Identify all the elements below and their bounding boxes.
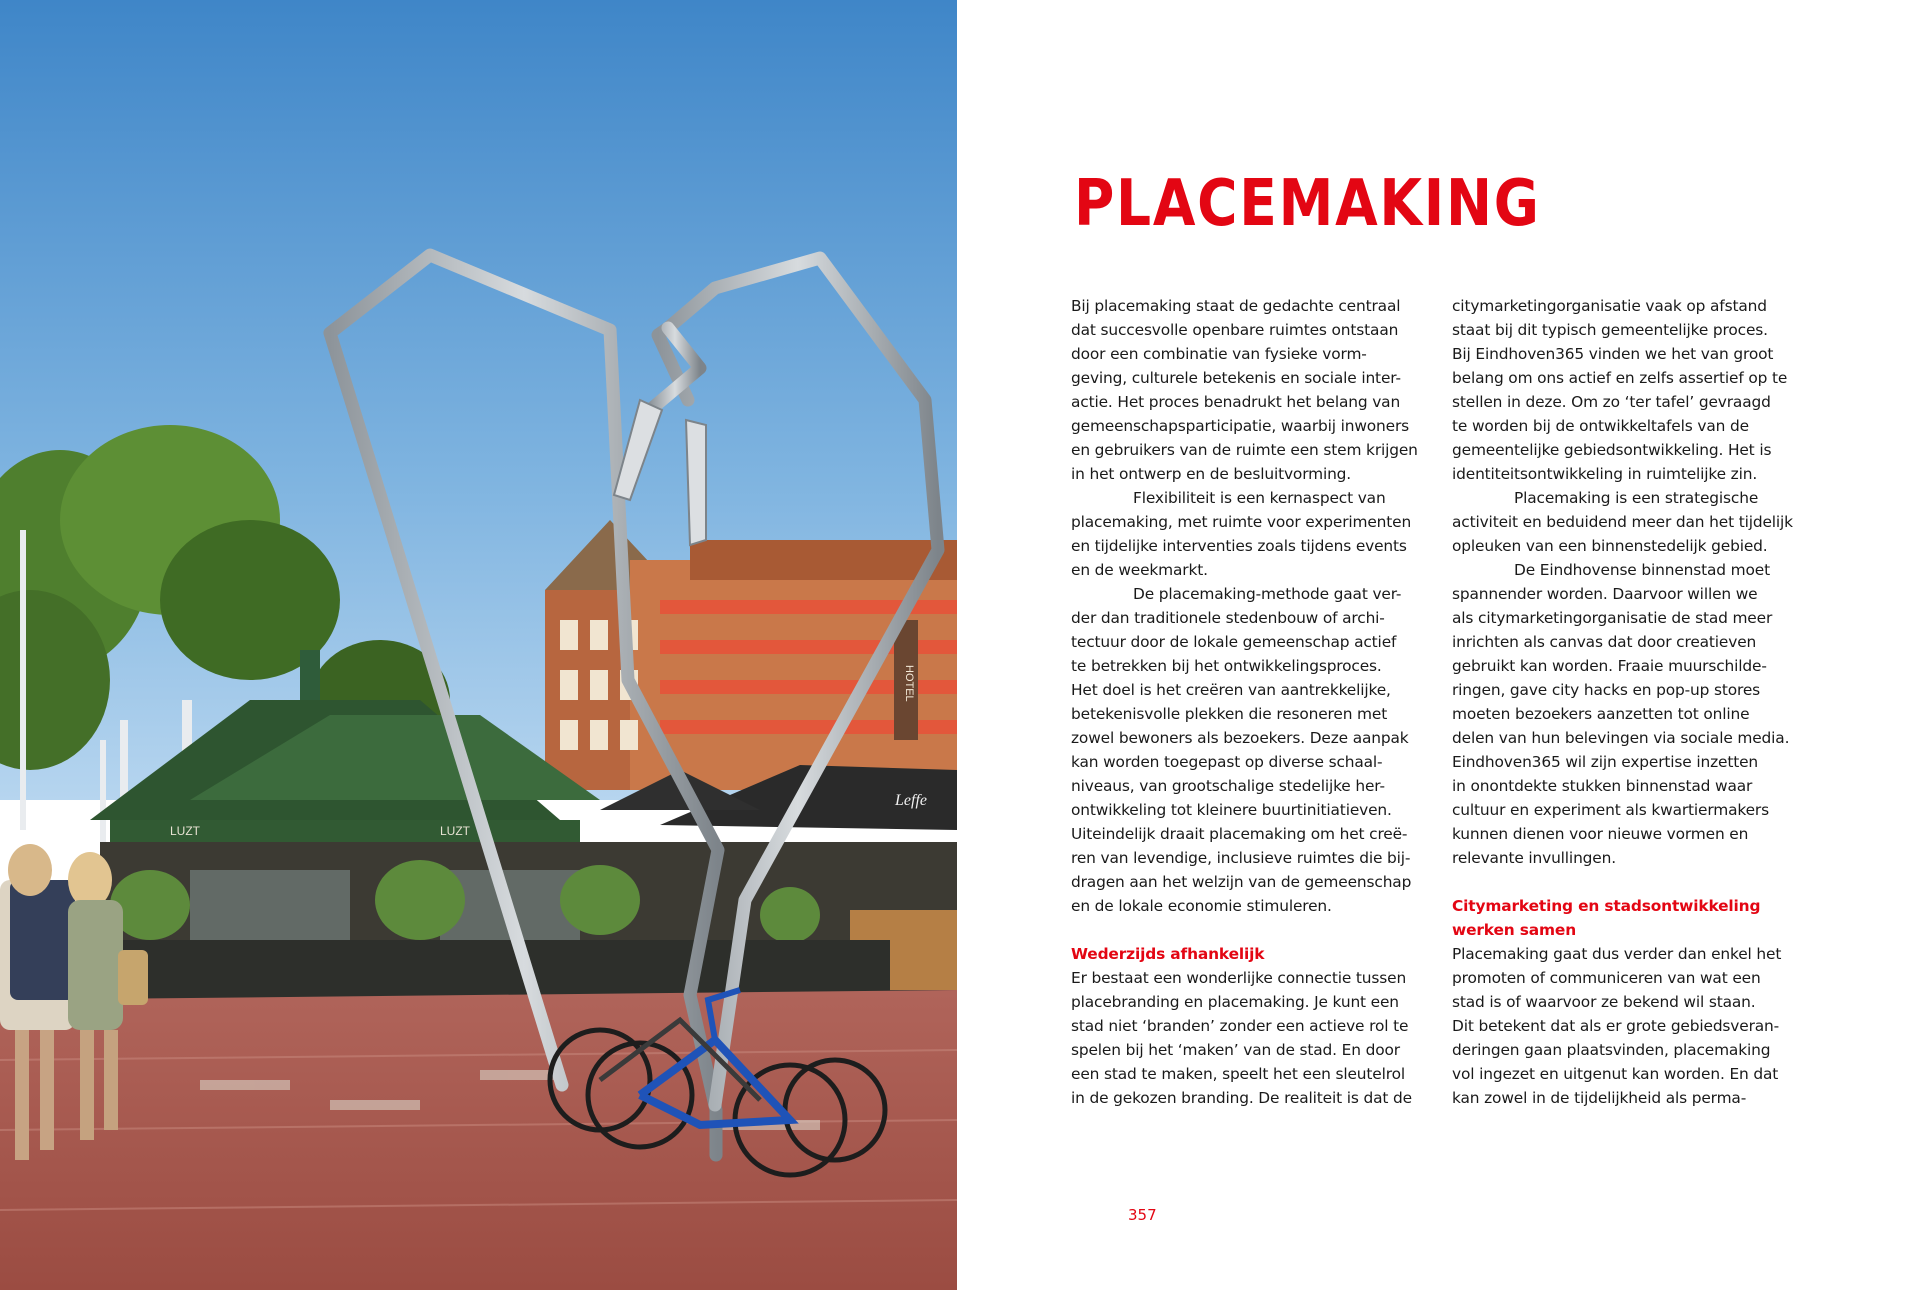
section-heading-citymarketing: Citymarketing en stadsontwikkeling werken samen: [1452, 897, 1761, 939]
terrace: [90, 842, 957, 1010]
paragraph-flexibility: Flexibiliteit is een kernaspect van placemaking, met ruimte voor experimenten en tijdelijke interventies zoals tijdens events en de weekmarkt.: [1071, 489, 1412, 579]
page-title: PLACEMAKING: [1074, 167, 1541, 241]
photo-heart-sculpture: [0, 0, 957, 1290]
page-number: 357: [1128, 1206, 1157, 1224]
parasol-sign-1: LUZT: [170, 824, 200, 838]
paragraph-verder: Placemaking gaat dus verder dan enkel het promoten of communiceren van wat een stad is of waarvoor ze bekend wil staan. Dit betekent dat als er grote gebiedsveran- deringen gaan plaatsvinden, placemaking vol ingezet en uitgenut kan worden. En dat kan zowel in de tijdelijkheid als perma-: [1452, 945, 1782, 1107]
paragraph-citymarketing: citymarketingorganisatie vaak op afstand staat bij dit typisch gemeentelijke proces. Bij Eindhoven365 vinden we het van groot belang om ons actief en zelfs assertief op te stellen in deze. Om zo ‘ter tafel’ gevraagd te worden bij de ontwikkeltafels van de gemeentelijke gebiedsontwikkeling. Het is identiteitsontwikkeling in ruimtelijke zin.: [1452, 297, 1788, 483]
text-column-left: [1071, 294, 1433, 1110]
paragraph-method: De placemaking-methode gaat ver- der dan traditionele stedenbouw of archi- tectuur door de lokale gemeenschap actief te betrekken bij het ontwikkelingsproces. Het doel is het creëren van aantrekkelijke, betekenisvolle plekken die resoneren met zowel bewoners als bezoekers. Deze aanpak kan worden toegepast op diverse schaal- niveaus, van grootschalige stedelijke her- ontwikkeling tot kleinere buurtinitiatieven. Uiteindelijk draait placemaking om het creë- ren van levendige, inclusieve ruimtes die bij- dragen aan het welzijn van de gemeenschap en de lokale economie stimuleren.: [1071, 585, 1412, 915]
paragraph-connection: Er bestaat een wonderlijke connectie tussen placebranding en placemaking. Je kunt een stad niet ‘branden’ zonder een actieve rol te spelen bij het ‘maken’ van de stad. En door een stad te maken, speelt het een sleutelrol in de gekozen branding. De realiteit is dat de: [1071, 969, 1412, 1107]
paragraph-strategic: Placemaking is een strategische activiteit en beduidend meer dan het tijdelijk opleuken van een binnenstedelijk gebied.: [1452, 489, 1793, 555]
text-page: [957, 0, 1920, 1290]
text-column-right: [1452, 294, 1814, 1110]
parasol-sign-3: Leffe: [895, 792, 927, 809]
paragraph-binnenstad: De Eindhovense binnenstad moet spannender worden. Daarvoor willen we als citymarketingorganisatie de stad meer inrichten als canvas dat door creatieven gebruikt kan worden. Fraaie muurschilde- ringen, gave city hacks en pop-up stores moeten bezoekers aanzetten tot online delen van hun belevingen via sociale media. Eindhoven365 wil zijn expertise inzetten in onontdekte stukken binnenstad waar cultuur en experiment als kwartiermakers kunnen dienen voor nieuwe vormen en relevante invullingen.: [1452, 561, 1790, 867]
parasol-sign-2: LUZT: [440, 824, 470, 838]
facade-sign: HOTEL: [903, 665, 915, 702]
paragraph-intro: Bij placemaking staat de gedachte centraal dat succesvolle openbare ruimtes ontstaan door een combinatie van fysieke vorm- geving, culturele betekenis en sociale inter- actie. Het proces benadrukt het belang van gemeenschapsparticipatie, waarbij inwoners en gebruikers van de ruimte een stem krijgen in het ontwerp en de besluitvorming.: [1071, 297, 1418, 483]
section-heading-wederzijds: Wederzijds afhankelijk: [1071, 945, 1265, 963]
